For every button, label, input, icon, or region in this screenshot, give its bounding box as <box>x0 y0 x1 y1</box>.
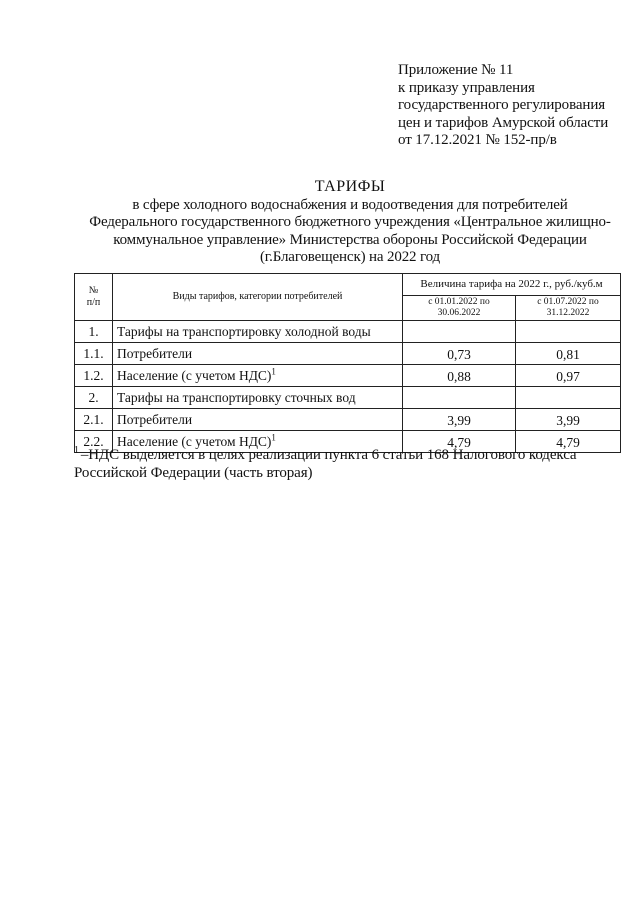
appendix-line-2: к приказу управления <box>398 79 535 96</box>
appendix-line-3: государственного регулирования <box>398 97 606 113</box>
footnote-text: –НДС выделяется в целях реализации пункта 6 статьи 168 Налогового кодекса <box>80 447 577 463</box>
table-row <box>75 365 621 387</box>
row-value-1: 0,73 <box>403 343 516 365</box>
footnote-line-1 <box>74 446 634 464</box>
heading-line-4: (г.Благовещенск) на 2022 год <box>259 249 441 265</box>
header-period-2: с 01.07.2022 по 31.12.2022 <box>516 296 621 321</box>
row-name: Тарифы на транспортировку сточных вод <box>113 387 403 409</box>
footnote-line-2: Российской Федерации (часть вторая) <box>74 465 313 481</box>
row-value-1: 3,99 <box>403 409 516 431</box>
footnote-mark: 1 <box>74 445 79 456</box>
row-value-2: 0,97 <box>516 365 621 387</box>
header-value: Величина тарифа на 2022 г., руб./куб.м <box>403 274 621 296</box>
row-name-cell <box>113 365 403 387</box>
row-num: 2.1. <box>75 409 113 431</box>
appendix-block <box>398 62 634 150</box>
row-value-2: 3,99 <box>516 409 621 431</box>
header-type: Виды тарифов, категории потребителей <box>113 274 403 321</box>
table-row <box>75 387 621 409</box>
appendix-line-4: цен и тарифов Амурской области <box>398 114 609 131</box>
row-value-1: 4,79 <box>403 431 516 453</box>
table-row <box>75 409 621 431</box>
row-name: Население (с учетом НДС) <box>117 434 272 449</box>
footnote <box>74 446 634 482</box>
document-heading <box>70 178 630 267</box>
header-period-1: с 01.01.2022 по 30.06.2022 <box>403 296 516 321</box>
row-num: 2. <box>75 387 113 409</box>
row-value-2: 0,81 <box>516 343 621 365</box>
row-num: 1. <box>75 321 113 343</box>
tariffs-table <box>74 273 621 453</box>
row-name: Население (с учетом НДС) <box>117 368 272 383</box>
heading-line-1: в сфере холодного водоснабжения и водоотведения для потребителей <box>132 196 568 213</box>
row-value-1: 0,88 <box>403 365 516 387</box>
footnote-ref: 1 <box>271 432 276 443</box>
row-num: 1.2. <box>75 365 113 387</box>
row-value-2: 4,79 <box>516 431 621 453</box>
table-row <box>75 321 621 343</box>
row-value-1 <box>403 321 516 343</box>
document-title: ТАРИФЫ <box>314 178 386 195</box>
row-value-2 <box>516 321 621 343</box>
appendix-line-5: от 17.12.2021 № 152-пр/в <box>398 132 557 148</box>
appendix-line-1: Приложение № 11 <box>398 62 514 78</box>
table-row <box>75 343 621 365</box>
header-num: № п/п <box>75 274 113 321</box>
footnote-ref: 1 <box>271 366 276 377</box>
row-value-2 <box>516 387 621 409</box>
heading-line-3: коммунальное управление» Министерства обороны Российской Федерации <box>113 231 587 248</box>
table-header-row <box>75 274 621 296</box>
row-name: Тарифы на транспортировку холодной воды <box>113 321 403 343</box>
row-value-1 <box>403 387 516 409</box>
row-num: 2.2. <box>75 431 113 453</box>
row-num: 1.1. <box>75 343 113 365</box>
row-name: Потребители <box>113 343 403 365</box>
heading-line-2: Федерального государственного бюджетного учреждения «Центральное жилищно- <box>89 214 611 230</box>
row-name: Потребители <box>113 409 403 431</box>
